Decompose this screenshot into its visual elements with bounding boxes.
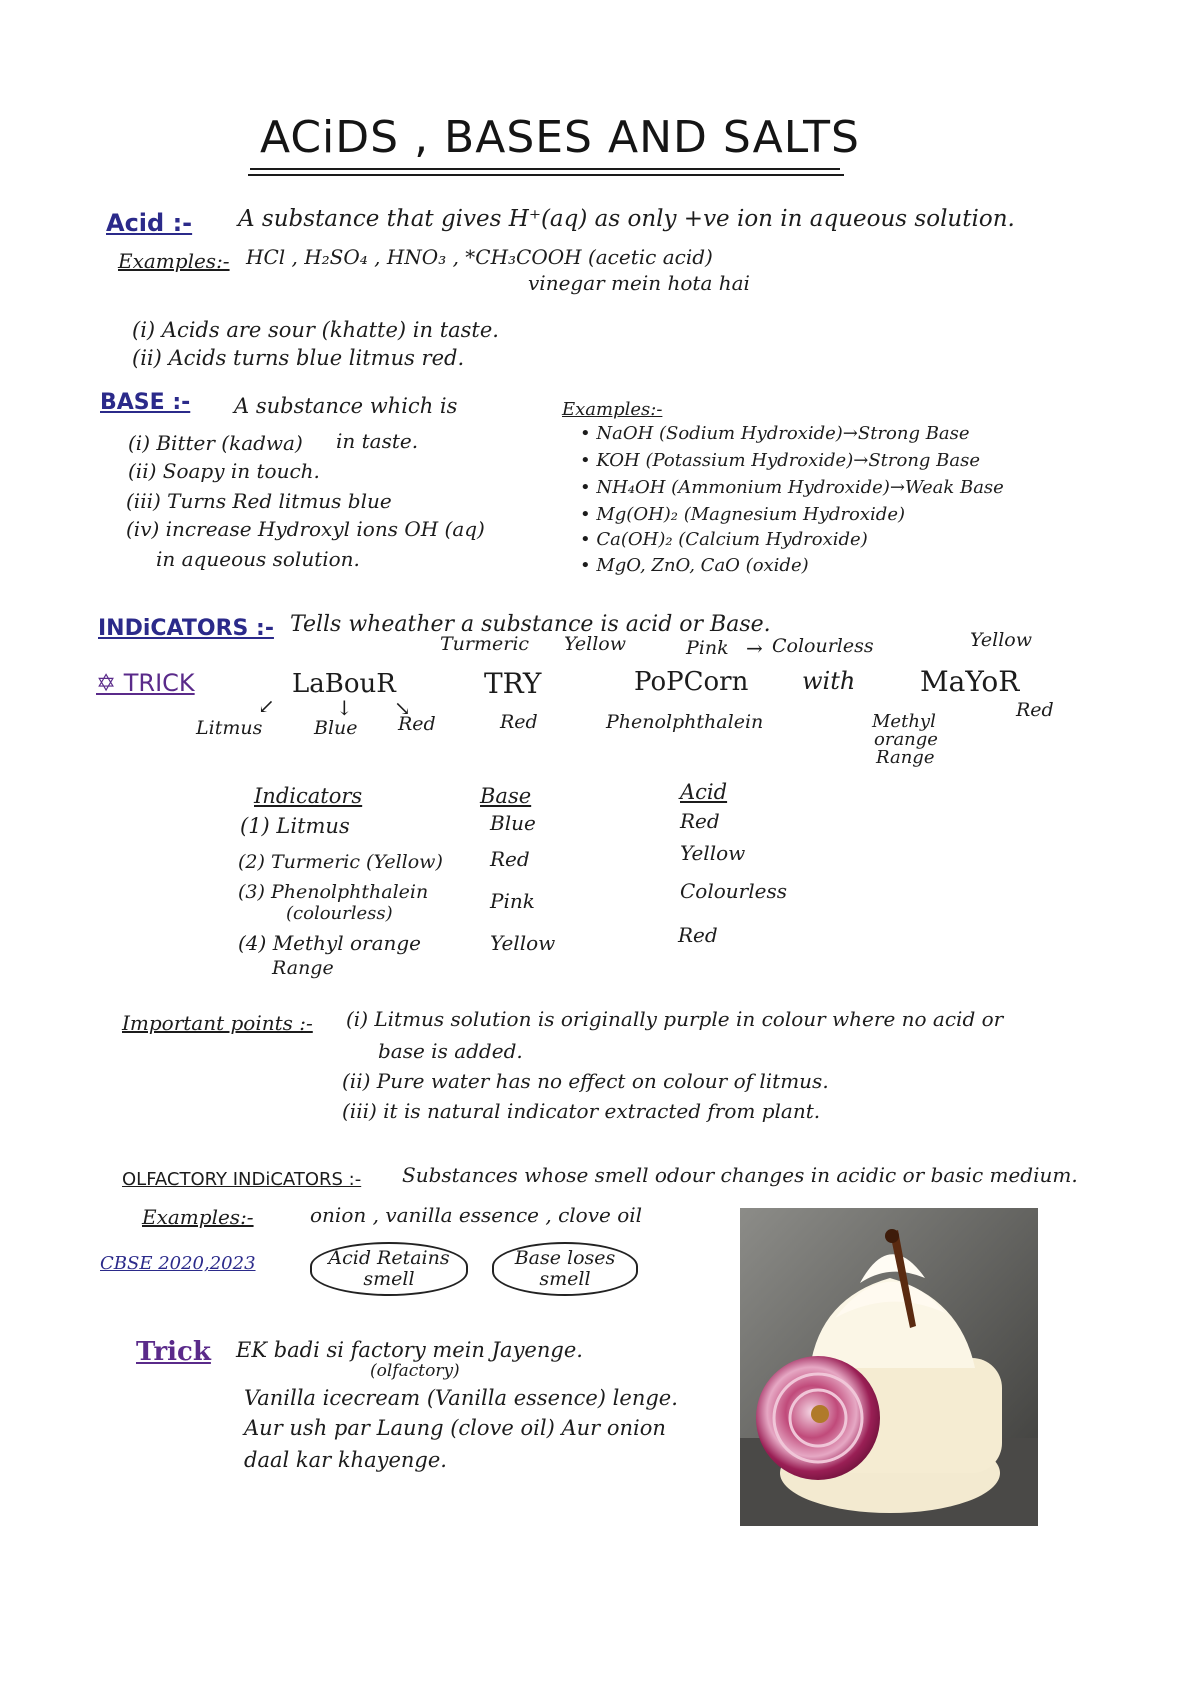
base-point-4: (iv) increase Hydroxyl ions OH (aq) bbox=[126, 517, 485, 541]
acid-point-2: (ii) Acids turns blue litmus red. bbox=[132, 346, 465, 370]
indicators-heading: INDiCATORS :- bbox=[98, 616, 274, 641]
table-row-2-indicator: (2) Turmeric (Yellow) bbox=[238, 851, 443, 873]
table-row-3-sub: (colourless) bbox=[286, 903, 393, 924]
trick2-line-1: EK badi si factory mein Jayenge. bbox=[236, 1338, 583, 1362]
mnemonic-red-1: Red bbox=[398, 713, 436, 735]
mnemonic-colourless: Colourless bbox=[772, 635, 874, 657]
title-underline-2 bbox=[248, 174, 844, 176]
base-point-1b: in taste. bbox=[336, 429, 419, 453]
arrow-colourless-icon: → bbox=[746, 636, 763, 660]
important-point-1b: base is added. bbox=[378, 1039, 523, 1063]
mnemonic-turmeric: Turmeric bbox=[440, 633, 530, 655]
table-row-1-indicator: (1) Litmus bbox=[240, 814, 350, 838]
table-row-4-indicator: (4) Methyl orange bbox=[238, 931, 422, 955]
mnemonic-pink: Pink bbox=[686, 637, 729, 659]
table-header-acid: Acid bbox=[680, 780, 728, 804]
important-point-1: (i) Litmus solution is originally purple in colour where no acid or bbox=[346, 1007, 1004, 1031]
trick2-label: Trick bbox=[136, 1337, 211, 1367]
olfactory-examples-label: Examples:- bbox=[142, 1205, 254, 1229]
mnemonic-labour: LaBouR bbox=[292, 669, 396, 699]
acid-point-1: (i) Acids are sour (khatte) in taste. bbox=[132, 318, 499, 342]
icecream-onion-photo bbox=[740, 1208, 1038, 1526]
base-point-3: (iii) Turns Red litmus blue bbox=[126, 489, 392, 513]
important-point-2: (ii) Pure water has no effect on colour of litmus. bbox=[342, 1069, 829, 1093]
mnemonic-red-3: Red bbox=[1016, 699, 1054, 721]
base-point-4b: in aqueous solution. bbox=[156, 547, 360, 571]
table-header-indicators: Indicators bbox=[254, 784, 363, 808]
mnemonic-blue: Blue bbox=[314, 717, 358, 739]
base-point-1: (i) Bitter (kadwa) bbox=[128, 431, 303, 455]
trick2-line-3: Vanilla icecream (Vanilla essence) lenge. bbox=[244, 1386, 678, 1410]
table-row-3-indicator: (3) Phenolphthalein bbox=[238, 881, 429, 903]
base-example-2: • KOH (Potassium Hydroxide)→Strong Base bbox=[580, 450, 981, 471]
base-point-2: (ii) Soapy in touch. bbox=[128, 459, 320, 483]
vinegar-note: vinegar mein hota hai bbox=[528, 271, 750, 295]
acid-heading: Acid :- bbox=[106, 209, 193, 237]
mnemonic-yellow-1: Yellow bbox=[564, 633, 626, 655]
acid-definition: A substance that gives H⁺(aq) as only +ve ion in aqueous solution. bbox=[238, 206, 1015, 232]
olfactory-definition: Substances whose smell odour changes in acidic or basic medium. bbox=[402, 1163, 1078, 1187]
mnemonic-litmus: Litmus bbox=[196, 717, 263, 739]
acid-examples: HCl , H₂SO₄ , HNO₃ , *CH₃COOH (acetic acid) bbox=[246, 245, 713, 269]
indicators-definition: Tells wheather a substance is acid or Base. bbox=[290, 612, 771, 637]
table-row-4-sub: Range bbox=[272, 957, 334, 979]
table-row-1-base: Blue bbox=[490, 811, 536, 835]
mnemonic-mayor: MaYoR bbox=[920, 665, 1020, 698]
important-point-3: (iii) it is natural indicator extracted from plant. bbox=[342, 1099, 821, 1123]
mnemonic-methyl: Methyl bbox=[872, 711, 936, 732]
table-row-1-acid: Red bbox=[680, 809, 720, 833]
mnemonic-yellow-2: Yellow bbox=[970, 629, 1032, 651]
base-example-3: • NH₄OH (Ammonium Hydroxide)→Weak Base bbox=[580, 477, 1004, 498]
base-definition: A substance which is bbox=[234, 394, 458, 418]
olfactory-examples: onion , vanilla essence , clove oil bbox=[310, 1203, 643, 1227]
base-example-5: • Ca(OH)₂ (Calcium Hydroxide) bbox=[580, 529, 868, 550]
base-loses-bubble: Base loses smell bbox=[492, 1242, 638, 1296]
mnemonic-orange: orange bbox=[874, 729, 938, 750]
base-example-6: • MgO, ZnO, CaO (oxide) bbox=[580, 555, 809, 576]
important-heading: Important points :- bbox=[122, 1011, 313, 1035]
page-title: ACiDS , BASES AND SALTS bbox=[260, 112, 860, 163]
base-example-4: • Mg(OH)₂ (Magnesium Hydroxide) bbox=[580, 504, 905, 525]
table-row-2-base: Red bbox=[490, 847, 530, 871]
mnemonic-phenolphthalein: Phenolphthalein bbox=[606, 711, 764, 733]
table-header-base: Base bbox=[480, 784, 532, 808]
mnemonic-red-2: Red bbox=[500, 711, 538, 733]
base-example-1: • NaOH (Sodium Hydroxide)→Strong Base bbox=[580, 423, 970, 444]
acid-examples-label: Examples:- bbox=[118, 249, 230, 273]
cbse-note: CBSE 2020,2023 bbox=[100, 1253, 256, 1274]
base-examples-label: Examples:- bbox=[562, 399, 663, 420]
table-row-2-acid: Yellow bbox=[680, 841, 746, 865]
mnemonic-popcorn: PoPCorn bbox=[634, 667, 749, 697]
mnemonic-range: Range bbox=[876, 747, 935, 768]
mnemonic-try: TRY bbox=[484, 667, 542, 700]
olfactory-heading: OLFACTORY INDiCATORS :- bbox=[122, 1169, 362, 1190]
table-row-3-base: Pink bbox=[490, 889, 535, 913]
table-row-3-acid: Colourless bbox=[680, 879, 787, 903]
base-heading: BASE :- bbox=[100, 390, 191, 415]
table-row-4-base: Yellow bbox=[490, 931, 556, 955]
icecream-illustration bbox=[740, 1208, 1038, 1526]
arrow-red-icon: ↘ bbox=[394, 696, 411, 720]
mnemonic-with: with bbox=[802, 667, 856, 695]
trick2-line-4: Aur ush par Laung (clove oil) Aur onion bbox=[244, 1416, 666, 1440]
title-underline bbox=[250, 168, 840, 170]
trick-label: ✡ TRICK bbox=[96, 669, 195, 697]
trick2-line-5: daal kar khayenge. bbox=[244, 1448, 447, 1472]
acid-retains-bubble: Acid Retains smell bbox=[310, 1242, 468, 1296]
table-row-4-acid: Red bbox=[678, 923, 718, 947]
arrow-litmus-icon: ↙ bbox=[258, 694, 275, 718]
arrow-blue-icon: ↓ bbox=[336, 696, 353, 720]
trick2-line-2: (olfactory) bbox=[370, 1361, 460, 1381]
